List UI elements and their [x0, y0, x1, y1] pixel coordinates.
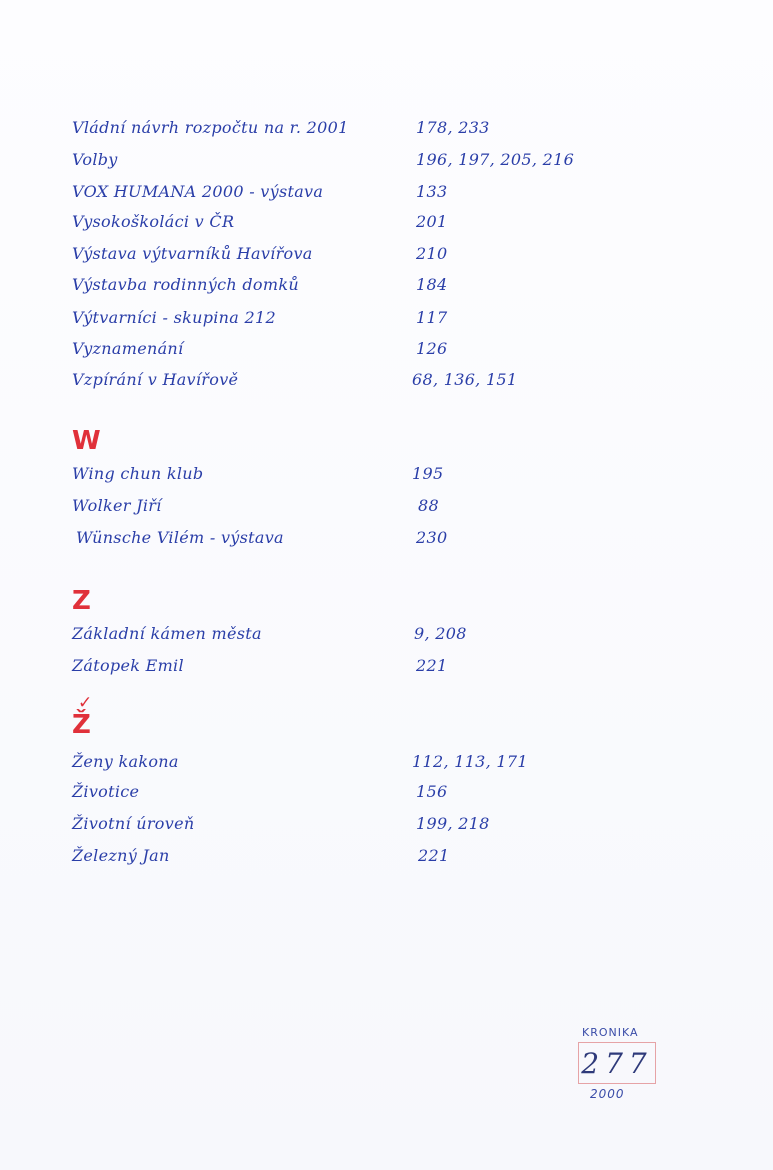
entry-term: Zátopek Emil [72, 656, 184, 675]
entry-term: Vzpírání v Havířově [72, 370, 239, 389]
entry-pages: 112, 113, 171 [412, 752, 528, 771]
entry-term: Wolker Jiří [72, 496, 162, 515]
entry-pages: 9, 208 [414, 624, 467, 643]
entry-pages: 184 [416, 275, 448, 294]
index-entry [72, 118, 672, 148]
index-entry [72, 814, 672, 844]
index-entry [72, 150, 672, 180]
entry-pages: 117 [416, 308, 448, 327]
index-entry [72, 656, 672, 686]
page-number: 277 [581, 1046, 653, 1080]
entry-pages: 196, 197, 205, 216 [416, 150, 575, 169]
index-entry [72, 496, 672, 526]
section-letter-w: W [72, 426, 101, 456]
index-entry [72, 339, 672, 369]
entry-pages: 133 [416, 182, 448, 201]
entry-term: Vyznamenání [72, 339, 184, 358]
entry-term: Wing chun klub [72, 464, 204, 483]
index-entry [72, 212, 672, 242]
entry-pages: 178, 233 [416, 118, 490, 137]
stamp-label: KRONIKA [582, 1026, 639, 1039]
entry-pages: 199, 218 [416, 814, 490, 833]
page-number-stamp [578, 1042, 656, 1084]
entry-term: Vysokoškoláci v ČR [72, 212, 235, 231]
section-letter-z: Z [72, 586, 91, 616]
index-entry [72, 275, 672, 305]
entry-term: Životice [72, 782, 140, 801]
entry-pages: 88 [418, 496, 439, 515]
entry-term: Ženy kakona [72, 752, 179, 771]
entry-term: Výstava výtvarníků Havířova [72, 244, 313, 263]
entry-pages: 195 [412, 464, 444, 483]
index-entry [72, 846, 672, 876]
entry-term: VOX HUMANA 2000 - výstava [72, 182, 324, 201]
stamp-year: 2000 [590, 1087, 625, 1101]
entry-term: Železný Jan [72, 846, 170, 865]
entry-pages: 68, 136, 151 [412, 370, 518, 389]
entry-pages: 210 [416, 244, 448, 263]
index-entry [72, 370, 672, 400]
check-mark-icon: ✓ [78, 693, 93, 713]
section-letter-zh: Ž [72, 710, 91, 740]
index-entry [72, 752, 672, 782]
entry-pages: 230 [416, 528, 448, 547]
index-entry [72, 464, 672, 494]
entry-term: Výtvarníci - skupina 212 [72, 308, 276, 327]
index-entry [72, 182, 672, 212]
entry-pages: 156 [416, 782, 448, 801]
index-entry [72, 782, 672, 812]
index-entry [72, 624, 672, 654]
entry-term: Základní kámen města [72, 624, 262, 643]
entry-term: Životní úroveň [72, 814, 195, 833]
index-entry [72, 244, 672, 274]
entry-pages: 221 [416, 656, 448, 675]
index-entry [72, 528, 672, 558]
entry-pages: 126 [416, 339, 448, 358]
entry-term: Volby [72, 150, 118, 169]
entry-pages: 201 [416, 212, 448, 231]
entry-term: Vládní návrh rozpočtu na r. 2001 [72, 118, 349, 137]
entry-term: Výstavba rodinných domků [72, 275, 299, 294]
entry-term: Wünsche Vilém - výstava [76, 528, 284, 547]
entry-pages: 221 [418, 846, 450, 865]
index-entry [72, 308, 672, 338]
